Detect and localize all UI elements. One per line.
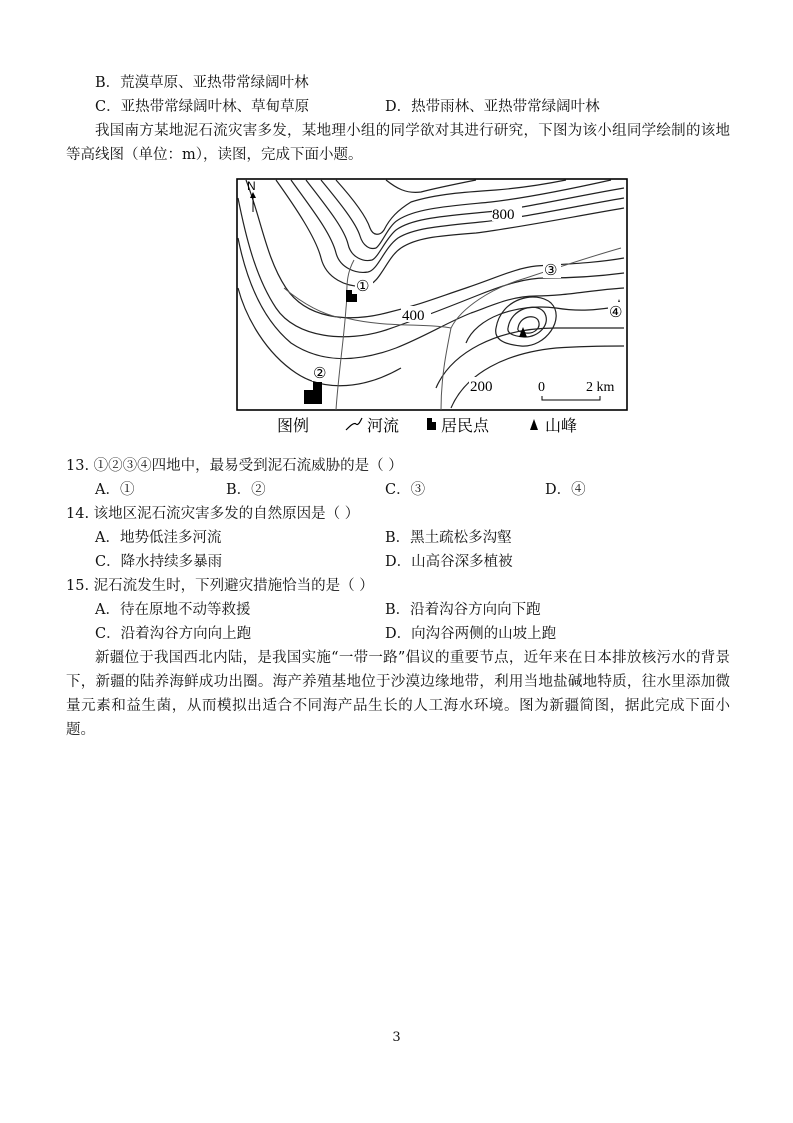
q14-option-a: A．地势低洼多河流 <box>95 530 222 546</box>
contour-label-800: 800 <box>492 207 515 223</box>
q13-option-d: D．④ <box>545 482 586 498</box>
point-label-4: ④ <box>609 303 623 321</box>
scale-zero: 0 <box>538 380 545 395</box>
legend-river: 河流 <box>367 418 400 435</box>
scale-label: 2 km <box>586 380 615 395</box>
q15-option-b: B．沿着沟谷方向向下跑 <box>385 602 541 618</box>
q13-option-c: C．③ <box>385 482 426 498</box>
legend-peak: 山峰 <box>545 418 578 435</box>
intro-paragraph-2: 新疆位于我国西北内陆，是我国实施“一带一路”倡议的重要节点，近年来在日本排放核污水的背景下，新疆的陆养海鲜成功出圈。海产养殖基地位于沙漠边缘地带，利用当地盐碱地特质，往水里添加微量元素和益生菌，从而模拟出适合不同海产品生长的人工海水环境。图为新疆简图，据此完成下面小题。 <box>66 650 730 738</box>
contour-map <box>236 178 629 440</box>
legend-title: 图例 <box>277 418 310 435</box>
contour-label-400: 400 <box>402 308 425 324</box>
q14-option-c: C．降水持续多暴雨 <box>95 554 223 570</box>
q13-option-b: B．② <box>226 482 266 498</box>
peak-legend-icon <box>530 419 538 430</box>
legend <box>277 417 577 435</box>
page-number: 3 <box>392 1030 401 1045</box>
settlement-legend-icon <box>427 418 436 430</box>
point-label-3: ③ <box>544 261 558 279</box>
legend-settlement: 居民点 <box>441 418 490 435</box>
option-d-prev: D．热带雨林、亚热带常绿阔叶林 <box>385 99 600 115</box>
q14-option-d: D．山高谷深多植被 <box>385 554 513 570</box>
q14-option-b: B．黑土疏松多沟壑 <box>385 530 512 546</box>
option-b-prev: B．荒漠草原、亚热带常绿阔叶林 <box>95 75 309 91</box>
q15-option-a: A．待在原地不动等救援 <box>95 602 251 618</box>
q15-option-d: D．向沟谷两侧的山坡上跑 <box>385 626 557 642</box>
question-13-stem: 13. ①②③④四地中，最易受到泥石流威胁的是（ ） <box>66 458 403 474</box>
question-14-stem: 14. 该地区泥石流灾害多发的自然原因是（ ） <box>66 506 360 522</box>
river-legend-icon <box>346 418 362 430</box>
point-label-1: ① <box>356 277 370 295</box>
option-c-prev: C．亚热带常绿阔叶林、草甸草原 <box>95 99 310 115</box>
contour-label-200: 200 <box>470 379 493 395</box>
q13-option-a: A．① <box>95 482 135 498</box>
intro-paragraph-1: 我国南方某地泥石流灾害多发，某地理小组的同学欲对其进行研究，下图为该小组同学绘制的该地等高线图（单位：m），读图，完成下面小题。 <box>66 123 730 163</box>
north-label: N <box>247 179 256 193</box>
question-15-stem: 15. 泥石流发生时，下列避灾措施恰当的是（ ） <box>66 578 374 594</box>
point-label-2: ② <box>313 364 327 382</box>
q15-option-c: C．沿着沟谷方向向上跑 <box>95 626 252 642</box>
